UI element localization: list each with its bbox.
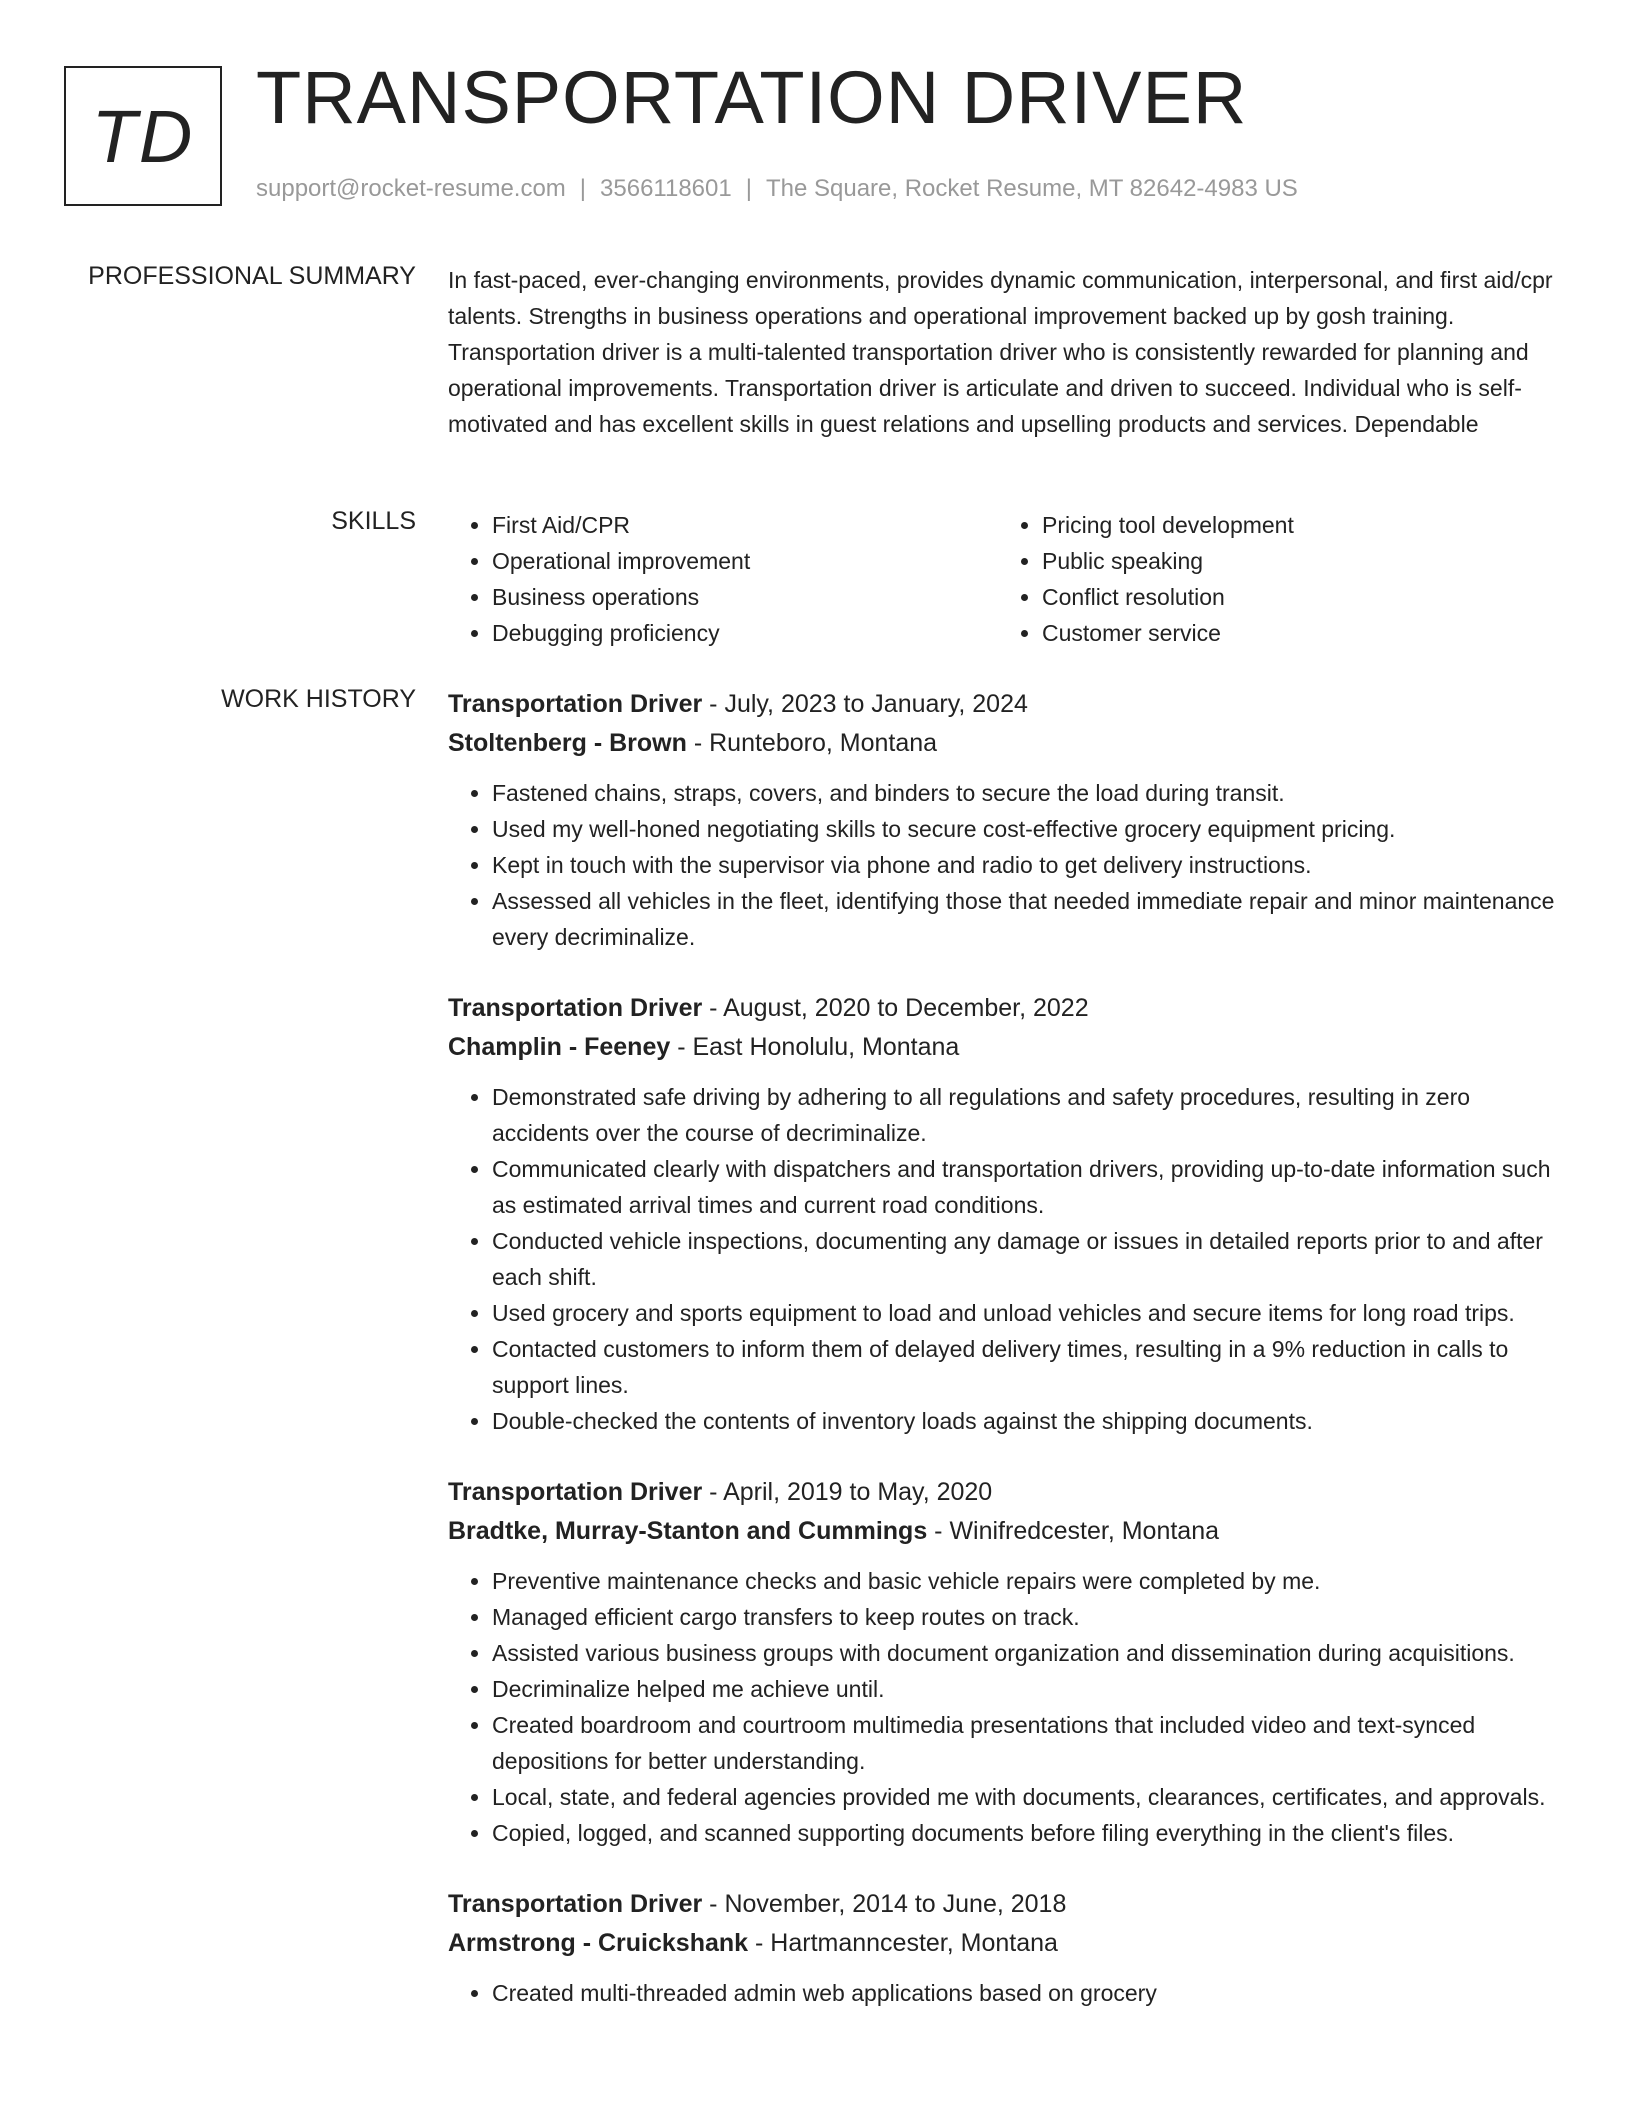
skill-item: • Public speaking xyxy=(1042,543,1548,579)
skill-item: • Debugging proficiency xyxy=(492,615,998,651)
job-bullet: • Managed efficient cargo transfers to keep routes on track. xyxy=(492,1599,1568,1635)
job-bullet: • Demonstrated safe driving by adhering to all regulations and safety procedures, resulting in zero accidents over the course of decriminalize. xyxy=(492,1079,1568,1151)
job-entry xyxy=(448,685,1568,955)
job-bullet: • Copied, logged, and scanned supporting documents before filing everything in the client's files. xyxy=(492,1815,1568,1851)
contact-address: The Square, Rocket Resume, MT 82642-4983 US xyxy=(765,175,1298,202)
contact-email[interactable]: support@rocket-resume.com xyxy=(256,175,566,202)
work-history-list xyxy=(448,685,1568,2045)
job-bullet: • Double-checked the contents of inventory loads against the shipping documents. xyxy=(492,1403,1568,1439)
job-dates: - August, 2020 to December, 2022 xyxy=(702,994,1089,1022)
job-company: Champlin - Feeney xyxy=(448,1033,671,1061)
contact-line xyxy=(256,175,1298,203)
job-company-line xyxy=(448,1512,1568,1551)
job-location: - East Honolulu, Montana xyxy=(670,1033,960,1061)
job-bullet: • Created boardroom and courtroom multimedia presentations that included video and text-synced depositions for better understanding. xyxy=(492,1707,1568,1779)
job-entry xyxy=(448,1885,1568,2011)
job-entry xyxy=(448,989,1568,1439)
job-title-line xyxy=(448,989,1568,1028)
skills-heading: SKILLS xyxy=(331,507,416,535)
job-bullet: • Local, state, and federal agencies provided me with documents, clearances, certificates, and approvals. xyxy=(492,1779,1568,1815)
skill-item: • Customer service xyxy=(1042,615,1548,651)
job-bullet: • Created multi-threaded admin web applications based on grocery xyxy=(492,1975,1568,2011)
job-title: Transportation Driver xyxy=(448,690,703,718)
job-bullets xyxy=(448,1563,1568,1851)
job-bullet: • Fastened chains, straps, covers, and binders to secure the load during transit. xyxy=(492,775,1568,811)
summary-text: In fast-paced, ever-changing environments, provides dynamic communication, interpersonal, and first aid/cpr talents. Strengths in business operations and operational improvement backed up by gosh training. Transportation driver is a multi-talented transportation driver who is consistently rewarded for planning and operational improvements. Transportation driver is articulate and driven to succeed. Individual who is self-motivated and has excellent skills in guest relations and upselling products and services. Dependable xyxy=(448,267,1553,437)
job-dates: - July, 2023 to January, 2024 xyxy=(702,690,1028,718)
skill-item: • Pricing tool development xyxy=(1042,507,1548,543)
skill-item: • Business operations xyxy=(492,579,998,615)
job-company: Stoltenberg - Brown xyxy=(448,729,687,757)
contact-phone[interactable]: 3566118601 xyxy=(600,175,732,202)
job-company: Armstrong - Cruickshank xyxy=(448,1929,749,1957)
job-dates: - April, 2019 to May, 2020 xyxy=(702,1478,993,1506)
job-title: Transportation Driver xyxy=(448,1890,703,1918)
job-company-line xyxy=(448,1028,1568,1067)
job-bullet: • Used grocery and sports equipment to load and unload vehicles and secure items for long road trips. xyxy=(492,1295,1568,1331)
job-entry xyxy=(448,1473,1568,1851)
job-company-line xyxy=(448,1924,1568,1963)
skills-list-left xyxy=(448,507,998,651)
skill-item: • First Aid/CPR xyxy=(492,507,998,543)
job-location: - Runteboro, Montana xyxy=(686,729,938,757)
job-dates: - November, 2014 to June, 2018 xyxy=(702,1890,1067,1918)
job-bullets xyxy=(448,1079,1568,1439)
job-bullet: • Contacted customers to inform them of delayed delivery times, resulting in a 9% reduction in calls to support lines. xyxy=(492,1331,1568,1403)
job-bullet: • Decriminalize helped me achieve until. xyxy=(492,1671,1568,1707)
contact-separator: | xyxy=(745,175,752,202)
job-bullet: • Assessed all vehicles in the fleet, identifying those that needed immediate repair and minor maintenance every decriminalize. xyxy=(492,883,1568,955)
skill-item: • Operational improvement xyxy=(492,543,998,579)
job-bullet: • Communicated clearly with dispatchers and transportation drivers, providing up-to-date information such as estimated arrival times and current road conditions. xyxy=(492,1151,1568,1223)
skill-item: • Conflict resolution xyxy=(1042,579,1548,615)
job-bullets xyxy=(448,775,1568,955)
job-title-line xyxy=(448,685,1568,724)
job-title: Transportation Driver xyxy=(448,994,703,1022)
resume-title: TRANSPORTATION DRIVER xyxy=(256,56,1248,139)
contact-separator: | xyxy=(579,175,587,202)
job-company-line xyxy=(448,724,1568,763)
job-bullet: • Conducted vehicle inspections, documenting any damage or issues in detailed reports prior to and after each shift. xyxy=(492,1223,1568,1295)
job-title-line xyxy=(448,1473,1568,1512)
job-bullets xyxy=(448,1975,1568,2011)
job-location: - Hartmanncester, Montana xyxy=(748,1929,1058,1957)
work-history-heading: WORK HISTORY xyxy=(221,685,416,713)
monogram-logo: TD xyxy=(64,66,222,206)
job-bullet: • Kept in touch with the supervisor via phone and radio to get delivery instructions. xyxy=(492,847,1568,883)
skills-list-right xyxy=(998,507,1548,651)
job-company: Bradtke, Murray-Stanton and Cummings xyxy=(448,1517,928,1545)
job-bullet: • Assisted various business groups with document organization and dissemination during acquisitions. xyxy=(492,1635,1568,1671)
job-bullet: • Preventive maintenance checks and basic vehicle repairs were completed by me. xyxy=(492,1563,1568,1599)
job-bullet: • Used my well-honed negotiating skills to secure cost-effective grocery equipment pricing. xyxy=(492,811,1568,847)
job-title-line xyxy=(448,1885,1568,1924)
job-location: - Winifredcester, Montana xyxy=(927,1517,1220,1545)
job-title: Transportation Driver xyxy=(448,1478,703,1506)
summary-heading: PROFESSIONAL SUMMARY xyxy=(88,262,416,290)
